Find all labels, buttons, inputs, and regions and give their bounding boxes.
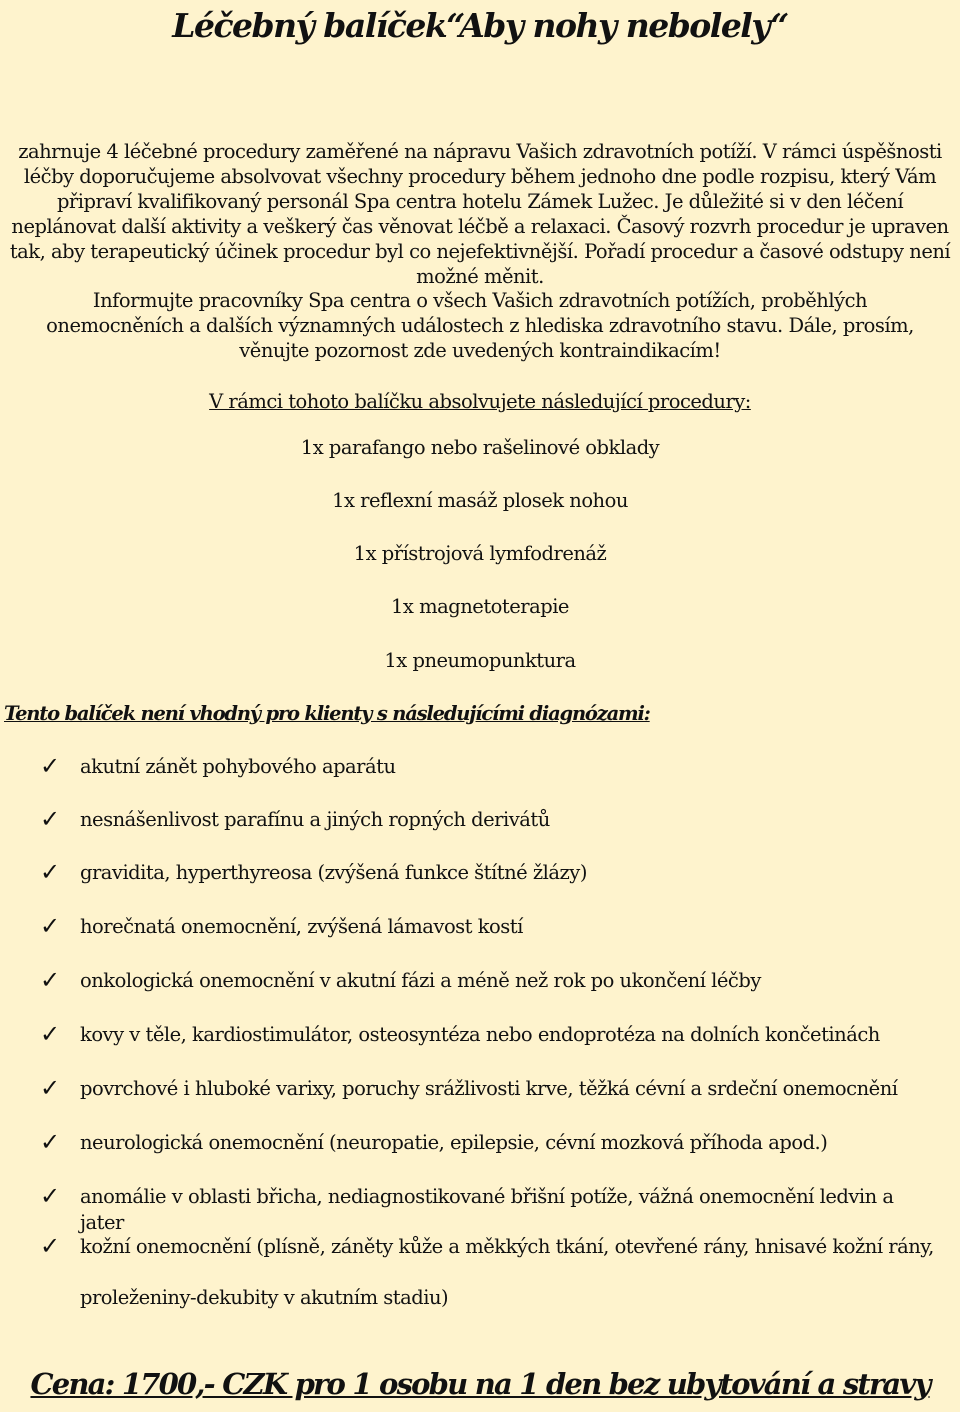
contraindication-item: [40, 754, 940, 780]
checkmark-icon: ✓: [40, 912, 60, 940]
contraindication-item: [40, 1022, 940, 1048]
page-title: Léčebný balíček“Aby nohy nebolely“: [172, 6, 788, 45]
procedure-item: 1x reflexní masáž plosek nohou: [332, 489, 628, 512]
intro-paragraph: zahrnuje 4 léčebné procedury zaměřené na nápravu Vašich zdravotních potíží. V rámci úspěšnosti léčby doporučujeme absolvovat všechny procedury během jednoho dne podle rozpisu, který Vám připraví kvalifikovaný personál Spa centra hotelu Zámek Lužec. Je důležité si v den léčení neplánovat další aktivity a veškerý čas věnovat léčbě a relaxaci. Časový rozvrh procedur je upraven tak, aby terapeutický účinek procedur byl co nejefektivnější. Pořadí procedur a časové odstupy není možné měnit.: [9, 140, 951, 288]
contraindication-text: povrchové i hluboké varixy, poruchy srážlivosti krve, těžká cévní a srdeční onemocnění: [80, 1077, 898, 1100]
contraindication-item: [40, 860, 940, 886]
checkmark-icon: ✓: [40, 966, 60, 994]
contraindication-text: akutní zánět pohybového aparátu: [80, 755, 396, 778]
procedures-heading: V rámci tohoto balíčku absolvujete následující procedury:: [209, 390, 751, 413]
procedure-item: 1x magnetoterapie: [391, 595, 569, 618]
procedure-item: 1x parafango nebo rašelinové obklady: [300, 436, 660, 459]
procedure-item: 1x přístrojová lymfodrenáž: [353, 542, 607, 565]
checkmark-icon: ✓: [40, 1128, 60, 1156]
checkmark-icon: ✓: [40, 1074, 60, 1102]
contraindication-item: [40, 1076, 940, 1102]
procedure-item: 1x pneumopunktura: [384, 649, 576, 672]
contraindication-text: anomálie v oblasti břicha, nediagnostikované břišní potíže, vážná onemocnění ledvin a jater: [80, 1185, 894, 1234]
checkmark-icon: ✓: [40, 1182, 60, 1210]
contraindications-heading: Tento balíček není vhodný pro klienty s následujícími diagnózami:: [4, 702, 650, 725]
contraindication-text: nesnášenlivost parafínu a jiných ropných derivátů: [80, 808, 550, 831]
contraindication-continuation: proleženiny-dekubity v akutním stadiu): [80, 1286, 449, 1309]
checkmark-icon: ✓: [40, 805, 60, 833]
contraindication-text: horečnatá onemocnění, zvýšená lámavost kostí: [80, 915, 523, 938]
contraindication-text: onkologická onemocnění v akutní fázi a méně než rok po ukončení léčby: [80, 969, 761, 992]
contraindication-item: [40, 1130, 940, 1156]
contraindication-text: kovy v těle, kardiostimulátor, osteosyntéza nebo endoprotéza na dolních končetinách: [80, 1023, 880, 1046]
contraindication-text: kožní onemocnění (plísně, záněty kůže a měkkých tkání, otevřené rány, hnisavé kožní rány,: [80, 1235, 934, 1258]
contraindication-item: [40, 1184, 940, 1236]
contraindication-text: gravidita, hyperthyreosa (zvýšená funkce štítné žlázy): [80, 861, 587, 884]
contraindication-item: [40, 1232, 940, 1309]
price-line: Cena: 1700,- CZK pro 1 osobu na 1 den bez ubytování a stravy: [30, 1367, 930, 1401]
checkmark-icon: ✓: [40, 752, 60, 780]
inform-paragraph: Informujte pracovníky Spa centra o všech Vašich zdravotních potížích, proběhlých onemocněních a dalších významných událostech z hlediska zdravotního stavu. Dále, prosím, věnujte pozornost zde uvedených kontraindikacím!: [46, 289, 914, 362]
checkmark-icon: ✓: [40, 1020, 60, 1048]
contraindication-item: [40, 807, 940, 833]
contraindication-item: [40, 968, 940, 994]
checkmark-icon: ✓: [40, 858, 60, 886]
contraindication-item: [40, 914, 940, 940]
checkmark-icon: ✓: [40, 1232, 60, 1260]
contraindication-text: neurologická onemocnění (neuropatie, epilepsie, cévní mozková příhoda apod.): [80, 1131, 828, 1154]
